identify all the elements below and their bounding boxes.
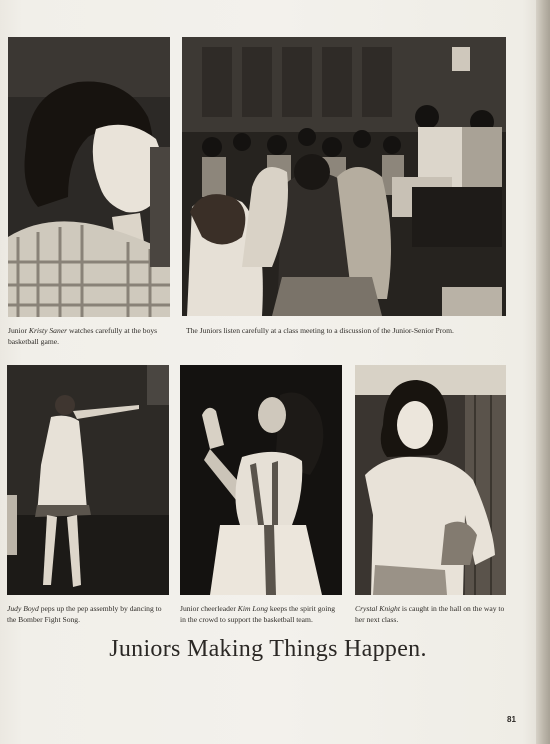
caption-judy-boyd: Judy Boyd peps up the pep assembly by dancing to the Bomber Fight Song. bbox=[7, 604, 162, 625]
caption-crystal-knight: Crystal Knight is caught in the hall on the way to her next class. bbox=[355, 604, 505, 625]
photo-class-meeting bbox=[182, 37, 506, 316]
caption-kim-long: Junior cheerleader Kim Long keeps the spirit going in the crowd to support the basketball team. bbox=[180, 604, 336, 625]
book-spine bbox=[536, 0, 550, 744]
photo-kim-long bbox=[180, 365, 342, 595]
photo-crystal-knight bbox=[355, 365, 506, 595]
photo-judy-boyd bbox=[7, 365, 169, 595]
page-title: Juniors Making Things Happen. bbox=[109, 636, 427, 662]
photo-kristy-saner bbox=[8, 37, 170, 317]
caption-class-meeting: The Juniors listen carefully at a class meeting to a discussion of the Junior-Senior Prom. bbox=[186, 326, 454, 335]
caption-kristy-saner: Junior Kristy Saner watches carefully at the boys basketball game. bbox=[8, 326, 158, 347]
page-number: 81 bbox=[507, 715, 516, 724]
